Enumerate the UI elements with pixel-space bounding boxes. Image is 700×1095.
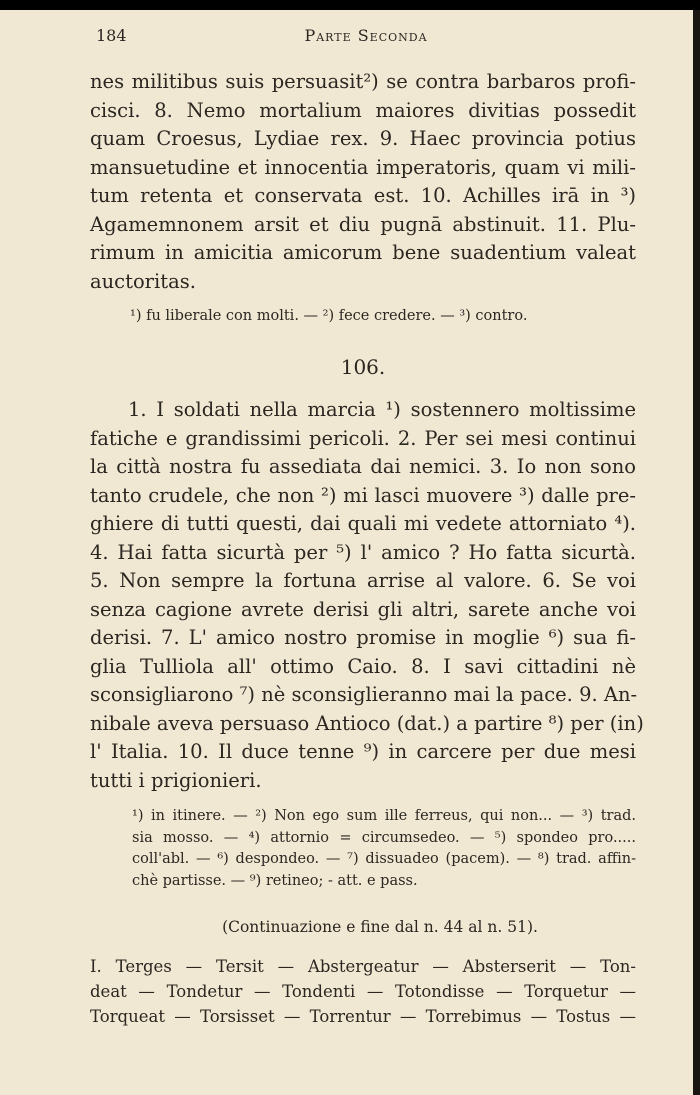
text-line: 4. Hai fatta sicurtà per ⁵) l' amico ? Ho fatta sicurtà. [90,540,636,564]
text-line: nibale aveva persuaso Antioco (dat.) a partire ⁸) per (in) [90,711,644,735]
text-line: cisci. 8. Nemo mortalium maiores divitias possedit [90,98,636,122]
text-line: tutti i prigionieri. [90,768,262,792]
text-line: 5. Non sempre la fortuna arrise al valore. 6. Se voi [90,569,636,592]
running-title: Parte Seconda [304,26,428,45]
footnote-line: ¹) in itinere. — ²) Non ego sum ille ferreus, qui non... — ³) trad. [132,808,636,824]
page-number: 184 [96,26,127,45]
footnote-line: chè partisse. — ⁹) retineo; - att. e pass. [132,872,418,889]
italian-exercise-text [90,396,644,795]
text-line: fatiche e grandissimi pericoli. 2. Per sei mesi continui [90,426,636,450]
continuation-note: (Continuazione e fine dal n. 44 al n. 51). [222,918,538,936]
text-line: la città nostra fu assediata dai nemici. 3. Io non sono [90,455,636,478]
text-line: l' Italia. 10. Il duce tenne ⁹) in carcere per due mesi [90,740,636,763]
text-line: Torqueat — Torsisset — Torrentur — Torrebimus — Tostus — [90,1007,636,1026]
text-line: derisi. 7. L' amico nostro promise in moglie ⁶) sua fi- [90,626,636,649]
section-number: 106. [340,355,386,379]
book-page [0,10,693,1095]
latin-exercise-text [90,68,636,296]
text-line: tum retenta et conservata est. 10. Achilles irā in ³) [90,184,636,207]
text-line: 1. I soldati nella marcia ¹) sostennero moltissime [128,398,636,421]
text-line: auctoritas. [90,269,196,293]
footnote-line: coll'abl. — ⁶) despondeo. — ⁷) dissuadeo (pacem). — ⁸) trad. affin- [132,851,636,867]
text-line: senza cagione avrete derisi gli altri, sarete anche voi [90,597,636,621]
text-line: quam Croesus, Lydiae rex. 9. Haec provincia potius [90,127,636,150]
latin-footnote: ¹) fu liberale con molti. — ²) fece credere. — ³) contro. [130,308,528,324]
text-line: I. Terges — Tersit — Abstergeatur — Absterserit — Ton- [90,957,636,976]
text-line: nes militibus suis persuasit²) se contra barbaros profi- [90,70,636,93]
text-line: deat — Tondetur — Tondenti — Totondisse — Torquetur — [90,982,636,1001]
text-line: mansuetudine et innocentia imperatoris, quam vi mili- [90,155,636,179]
text-line: Agamemnonem arsit et diu pugnā abstinuit. 11. Plu- [90,212,636,236]
text-line: glia Tulliola all' ottimo Caio. 8. I savi cittadini nè [90,654,636,678]
verb-list [90,954,636,1029]
footnote-line: sia mosso. — ⁴) attornio = circumsedeo. — ⁵) spondeo pro..... [132,829,636,846]
running-head [96,26,636,50]
text-line: sconsigliarono ⁷) nè sconsiglieranno mai la pace. 9. An- [90,683,638,706]
text-line: ghiere di tutti questi, dai quali mi vedete attorniato ⁴). [90,512,636,535]
page-edge-shadow [693,10,700,1095]
text-line: tanto crudele, che non ²) mi lasci muovere ³) dalle pre- [90,483,636,507]
text-line: rimum in amicitia amicorum bene suadentium valeat [90,241,636,264]
italian-footnotes [90,806,636,892]
